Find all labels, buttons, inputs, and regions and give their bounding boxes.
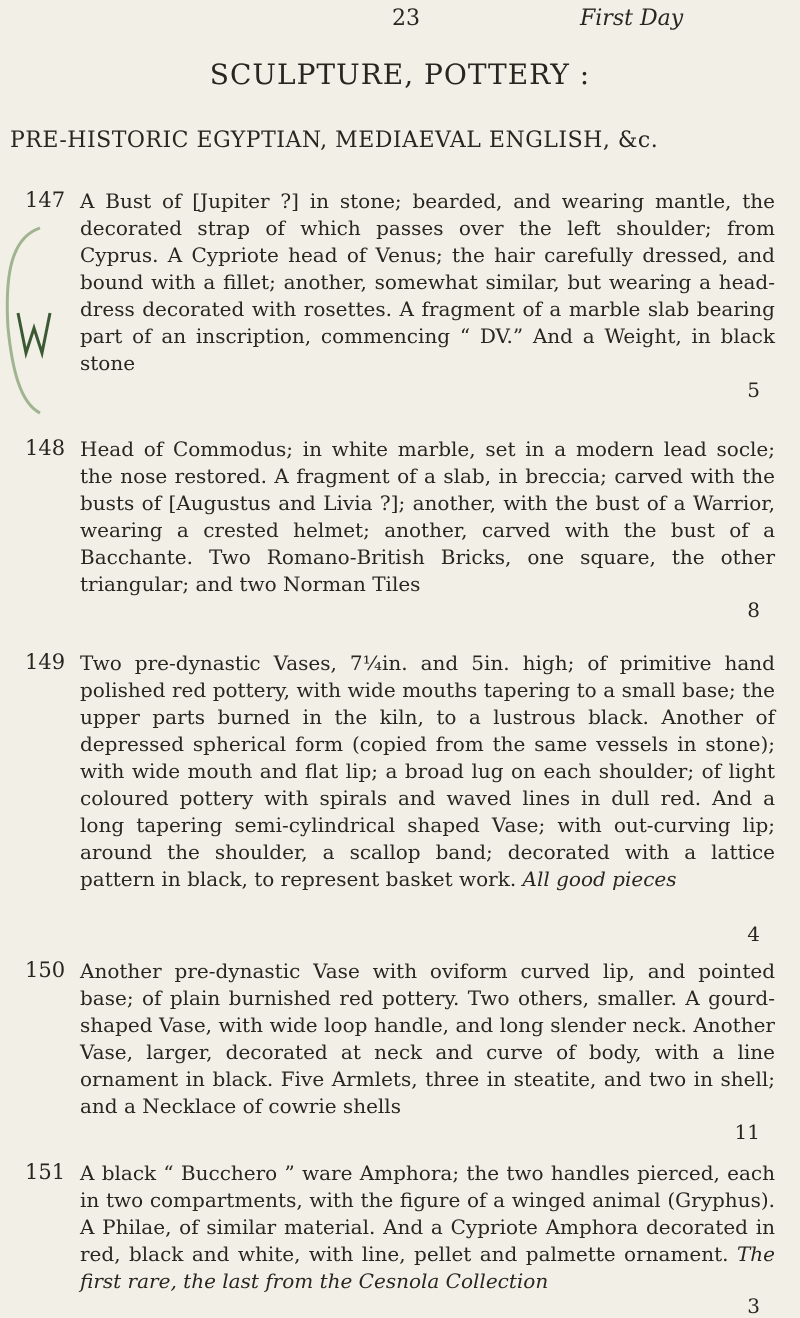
section-title: SCULPTURE, POTTERY : <box>209 58 591 91</box>
running-head: First Day <box>580 6 684 31</box>
lot-number: 147 <box>25 188 66 212</box>
lot-quantity: 11 <box>734 1120 760 1144</box>
lot-quantity: 5 <box>747 378 760 402</box>
lot-note: The first rare, the last from the Cesnola Collection <box>80 1242 775 1293</box>
handwritten-w-mark <box>0 218 80 418</box>
lot-description <box>80 650 775 893</box>
lot-description: A Bust of [Jupiter ?] in stone; bearded, and wearing mantle, the decorated strap of which passes over the left shoulder; from Cyprus. A Cypriote head of Venus; the hair carefully dressed, and bound with a fillet; another, somewhat similar, but wearing a head-dress decorated with rosettes. A fragment of a marble slab bearing part of an inscription, commencing “ DV.” And a Weight, in black stone <box>80 189 775 375</box>
lot-number: 150 <box>25 958 66 982</box>
lot-quantity: 8 <box>747 598 760 622</box>
lot-quantity: 3 <box>747 1294 760 1318</box>
lot-number: 148 <box>25 436 66 460</box>
lot-quantity: 4 <box>747 922 760 946</box>
lot-description-text: Two pre-dynastic Vases, 7¼in. and 5in. high; of primitive hand polished red pottery, with wide mouths tapering to a small base; the upper parts burned in the kiln, to a lustrous black. Another of depressed spherical form (copied from the same vessels in stone); with wide mouth and flat lip; a broad lug on each shoulder; of light coloured pottery with spirals and waved lines in dull red. And a long tapering semi-cylindrical shaped Vase; with out-curving lip; around the shoulder, a scallop band; decorated with a lattice pattern in black, to represent basket work. <box>80 651 775 891</box>
subtitle: PRE-HISTORIC EGYPTIAN, MEDIAEVAL ENGLISH, &c. <box>10 128 659 153</box>
page-number: 23 <box>392 6 420 31</box>
lot-note: All good pieces <box>522 867 677 891</box>
lot-description <box>80 1160 775 1295</box>
lot-description: Another pre-dynastic Vase with oviform curved lip, and pointed base; of plain burnished red pottery. Two others, smaller. A gourd-shaped Vase, with wide loop handle, and long slender neck. Another Vase, larger, decorated at neck and curve of body, with a line ornament in black. Five Armlets, three in steatite, and two in shell; and a Necklace of cowrie shells <box>80 959 775 1118</box>
lot-description: Head of Commodus; in white marble, set in a modern lead socle; the nose restored. A fragment of a slab, in breccia; carved with the busts of [Augustus and Livia ?]; another, with the bust of a Warrior, wearing a crested helmet; another, carved with the bust of a Bacchante. Two Romano-British Bricks, one square, the other triangular; and two Norman Tiles <box>80 437 775 596</box>
lot-number: 151 <box>25 1160 66 1184</box>
lot-description-text: A black “ Bucchero ” ware Amphora; the two handles pierced, each in two compartments, with the figure of a winged animal (Gryphus). A Philae, of similar material. And a Cypriote Amphora decorated in red, black and white, with line, pellet and palmette ornament. <box>80 1161 775 1266</box>
lot-number: 149 <box>25 650 66 674</box>
